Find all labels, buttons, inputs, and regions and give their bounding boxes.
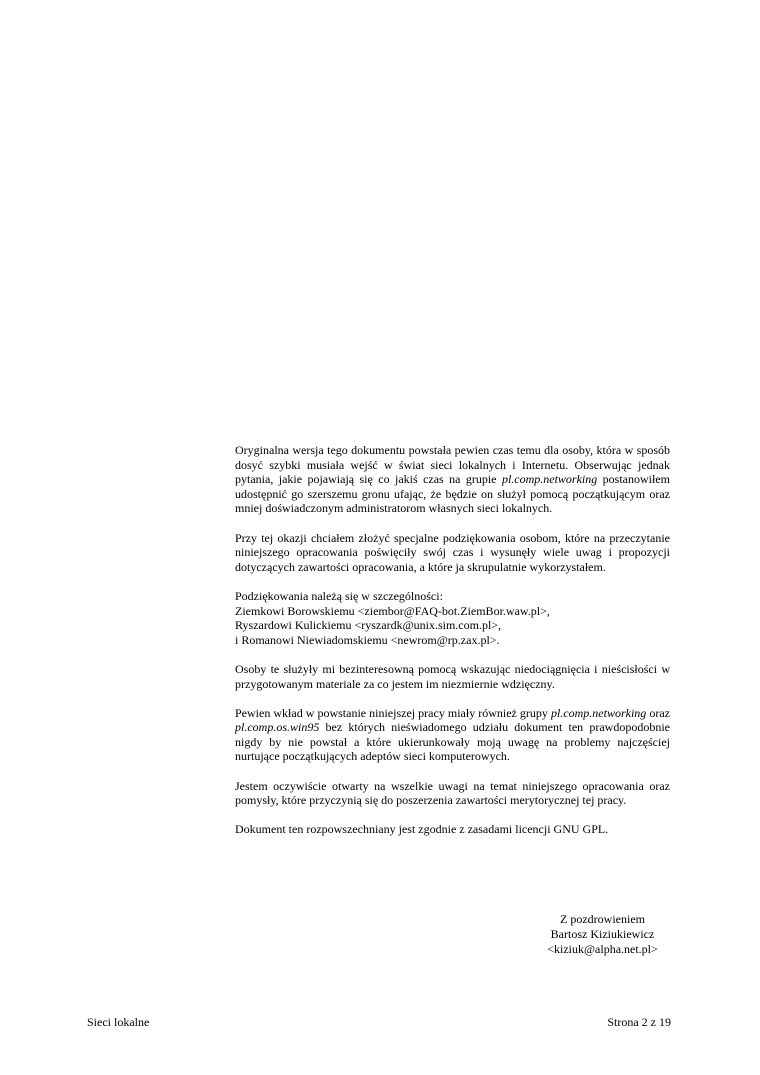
signature-email: <kiziuk@alpha.net.pl> [547,942,658,956]
signature-greeting: Z pozdrowieniem [560,912,645,926]
paragraph-groups: Pewien wkład w powstanie niniejszej pracy miały również grupy pl.comp.networking oraz pl.comp.os.win95 bez których nieświadomego udziału dokument ten prawdopodobnie nigdy by nie powstał a które ukierunkowały moją uwagę na problemy najczęściej nurtujące początkujących adeptów sieci komputerowych. [235,705,670,764]
page-number: Strona 2 z 19 [607,1015,671,1029]
newsgroup-name: pl.comp.networking [501,472,598,487]
paragraph-feedback: Jestem oczywiście otwarty na wszelkie uwagi na temat niniejszego opracowania oraz pomysły, które przyczynią się do poszerzenia zawartości merytorycznej tej pracy. [235,778,670,808]
paragraph-acknowledgements: Podziękowania należą się w szczególności: Ziemkowi Borowskiemu <ziembor@FAQ-bot.ZiemBor.waw.pl>, Ryszardowi Kulickiemu <ryszardk@unix.sim.com.pl>, i Romanowi Niewiadomskiemu <newrom@rp.zax.pl>. [235,588,550,647]
signature-name: Bartosz Kiziukiewicz [550,927,655,941]
paragraph-license: Dokument ten rozpowszechniany jest zgodnie z zasadami licencji GNU GPL. [235,822,609,837]
paragraph-help: Osoby te służyły mi bezinteresowną pomocą wskazując niedociągnięcia i nieścisłości w przygotowanym materiale za co jestem im niezmiernie wdzięczny. [235,661,670,691]
signature [535,912,670,957]
paragraph-intro: Oryginalna wersja tego dokumentu powstała pewien czas temu dla osoby, która w sposób dosyć szybki musiała wejść w świat sieci lokalnych i Internetu. Obserwując jednak pytania, jakie pojawiają się co jakiś czas na grupie pl.comp.networking postanowiłem udostępnić go szerszemu gronu ufając, że będzie on służył pomocą początkującym oraz mniej doświadczonym administratorom własnych sieci lokalnych. [235,443,670,516]
footer-title: Sieci lokalne [87,1015,150,1029]
document-body [235,443,670,837]
paragraph-thanks: Przy tej okazji chciałem złożyć specjalne podziękowania osobom, które na przeczytanie niniejszego opracowania poświęciły swój czas i wysunęły wiele uwag i propozycji dotyczących zawartości opracowania, a które ja skrupulatnie wykorzystałem. [235,530,670,574]
newsgroup-name: pl.comp.networking [550,705,647,720]
newsgroup-name: pl.comp.os.win95 [235,720,320,735]
